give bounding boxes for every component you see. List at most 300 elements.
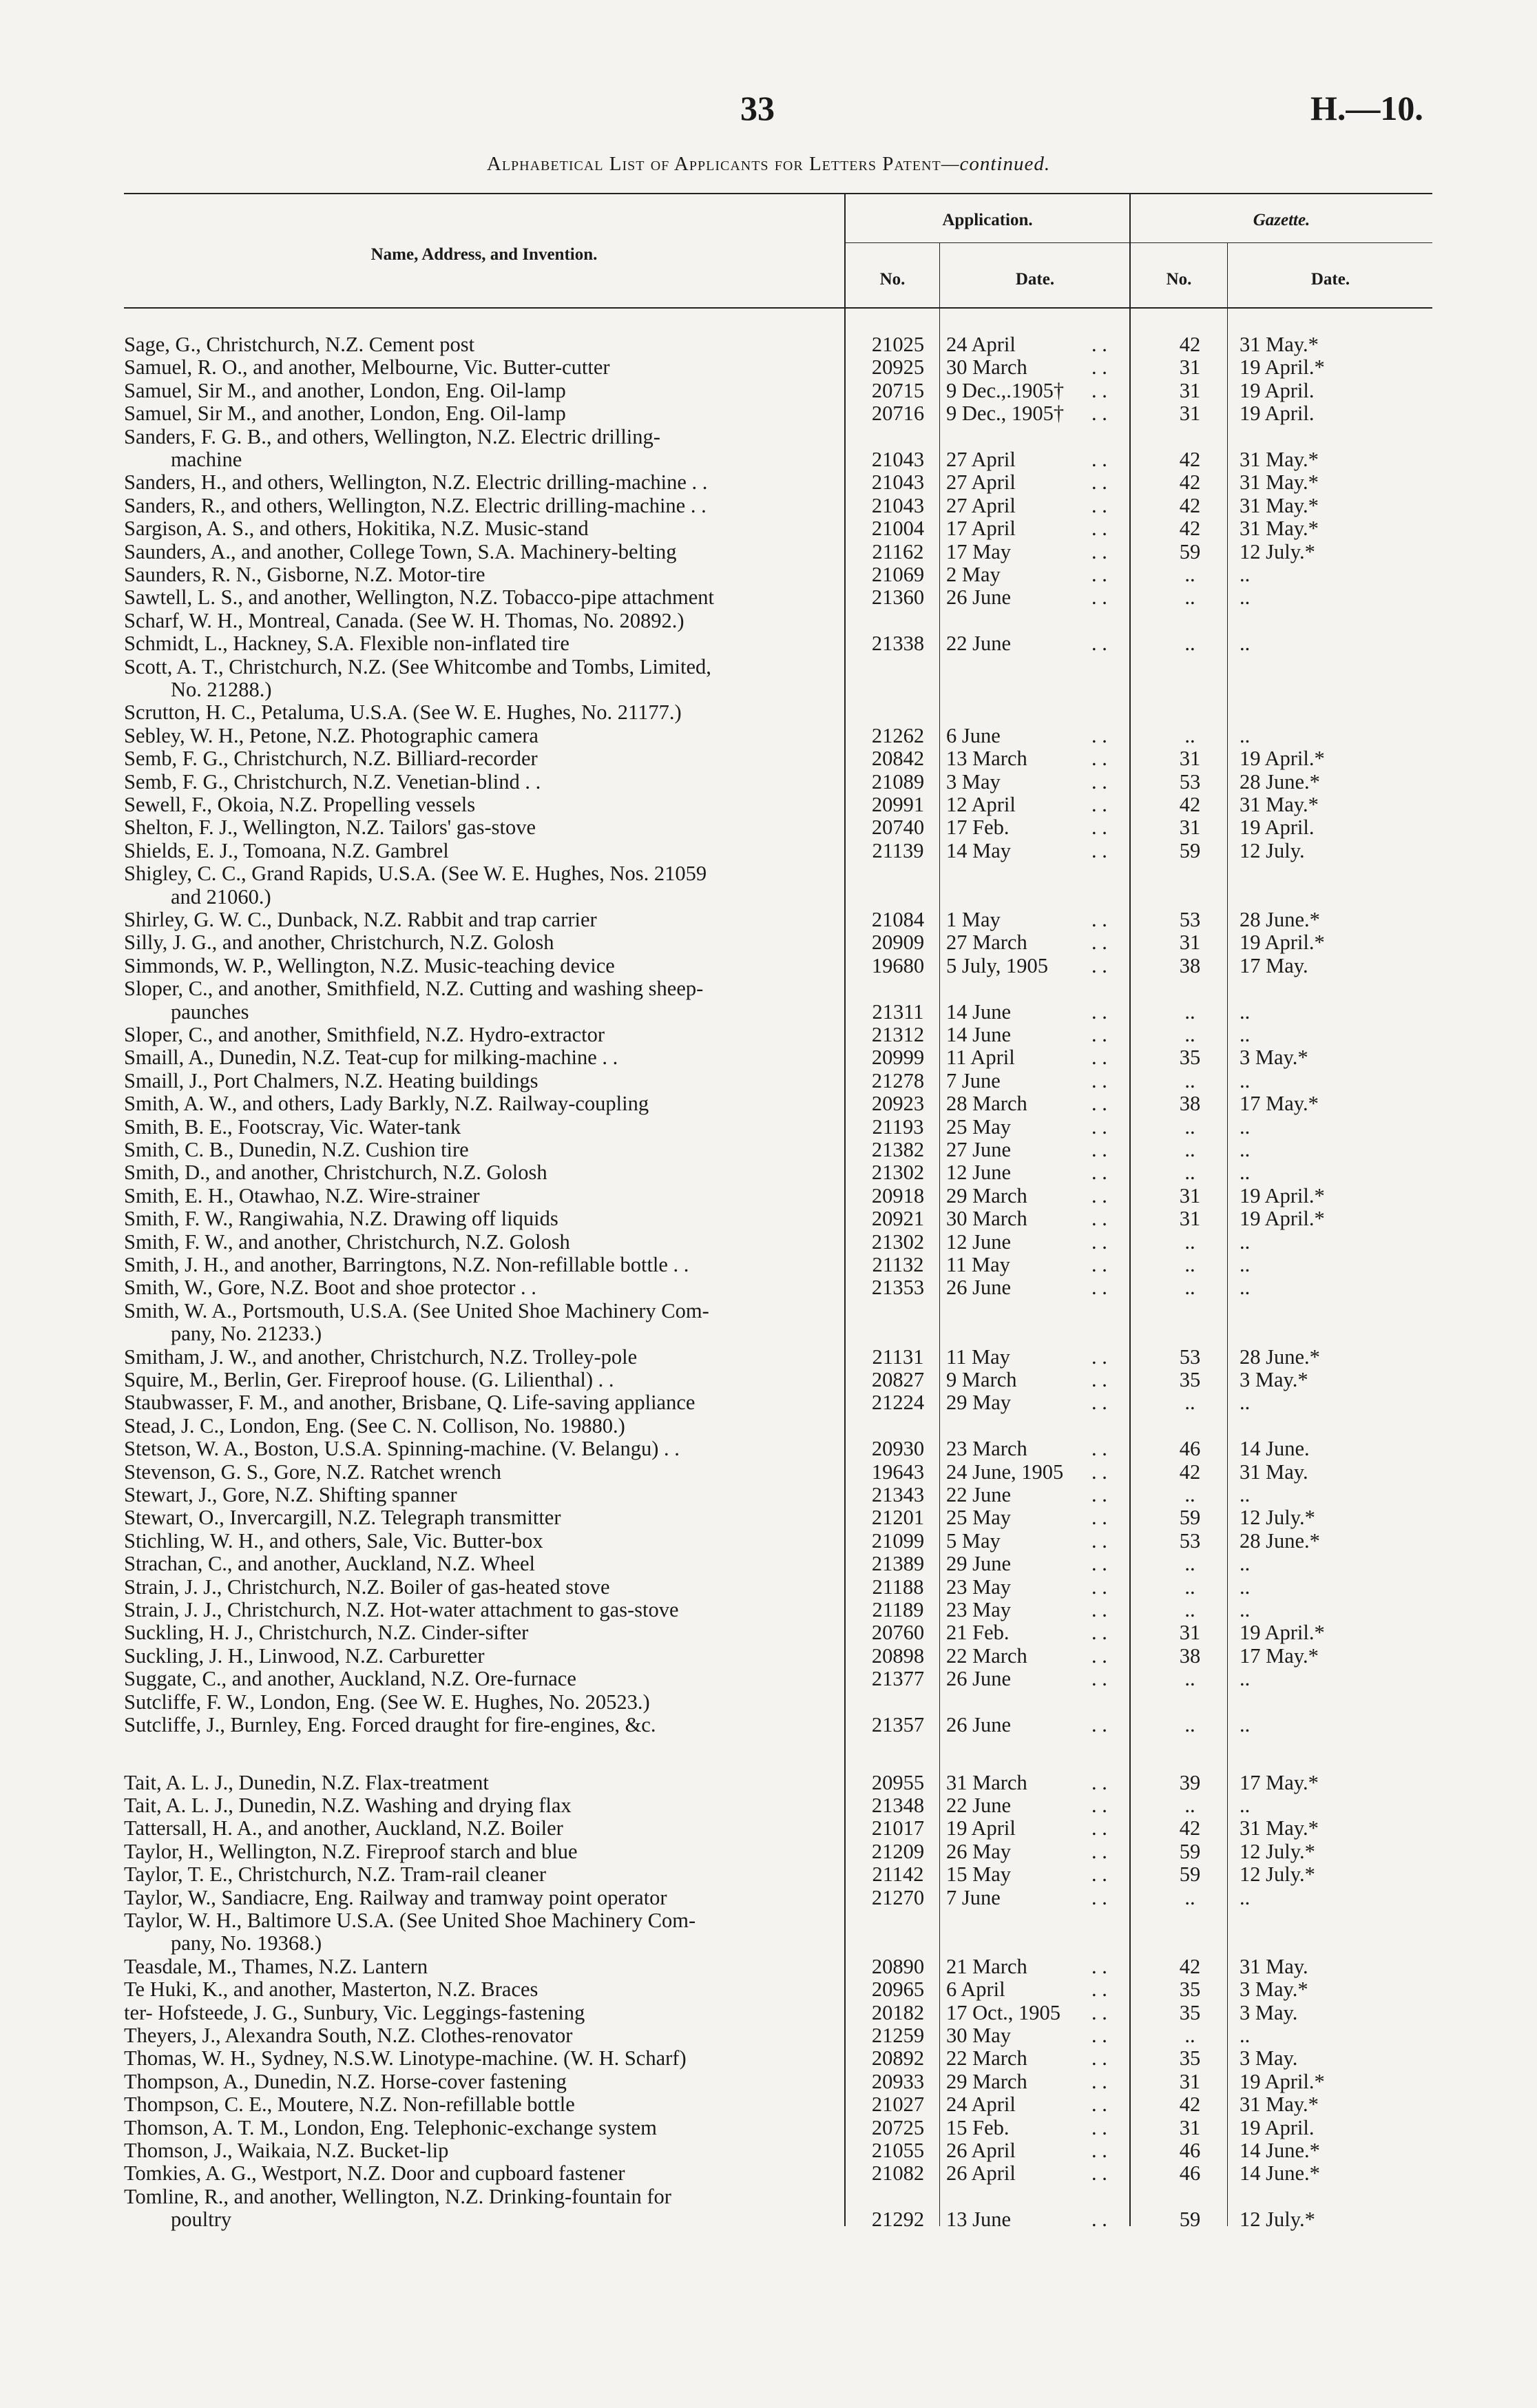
- application-date: 17 May: [946, 539, 1012, 563]
- application-number: 21377: [871, 1667, 925, 1691]
- gazette-date: ..: [1240, 632, 1251, 656]
- gazette-number: 35: [1179, 2046, 1201, 2070]
- application-date: 7 June: [946, 1068, 1001, 1092]
- application-date: 27 April: [946, 470, 1016, 495]
- applicant-name: Smith, C. B., Dunedin, N.Z. Cushion tire: [124, 1138, 469, 1161]
- applicant-name: Samuel, Sir M., and another, London, Eng. Oil-lamp: [124, 378, 566, 402]
- leader-dots: . .: [1091, 632, 1107, 656]
- application-date: 27 March: [946, 931, 1027, 955]
- list-title-suffix: —continued.: [941, 153, 1051, 175]
- application-number: 20182: [871, 2000, 925, 2024]
- applicant-name: Strachan, C., and another, Auckland, N.Z. Wheel: [124, 1552, 536, 1576]
- gazette-date: 28 June.*: [1240, 769, 1320, 793]
- gazette-number: ..: [1184, 1667, 1195, 1691]
- gazette-date: ..: [1240, 1114, 1251, 1139]
- leader-dots: . .: [1091, 1598, 1107, 1621]
- applicant-entry: [124, 356, 825, 379]
- applicant-entry: [124, 977, 825, 1024]
- leader-dots: . .: [1091, 1978, 1107, 2002]
- applicant-entry: [124, 1645, 825, 1668]
- application-number: 21027: [871, 2093, 925, 2117]
- leader-dots: . .: [1091, 769, 1107, 793]
- leader-dots: . .: [1091, 1023, 1107, 1046]
- leader-dots: . .: [1091, 1253, 1107, 1276]
- applicant-entry: [124, 1714, 825, 1736]
- gazette-date: 31 May.: [1240, 1954, 1308, 1978]
- gazette-number: ..: [1184, 1575, 1195, 1599]
- applicant-name: Smitham, J. W., and another, Christchurch, N.Z. Trolley-pole: [124, 1345, 638, 1369]
- application-date: 5 May: [946, 1528, 1001, 1553]
- applicant-name: Shirley, G. W. C., Dunback, N.Z. Rabbit and trap carrier: [124, 908, 597, 931]
- gazette-date: 12 July.*: [1240, 1839, 1315, 1863]
- application-date: 13 March: [946, 747, 1027, 771]
- leader-dots: . .: [1091, 1114, 1107, 1139]
- gazette-number: 31: [1179, 1621, 1201, 1645]
- applicant-entry: [124, 1484, 825, 1506]
- gazette-number: ..: [1184, 563, 1195, 586]
- gazette-number: 42: [1179, 2093, 1201, 2117]
- gazette-date: 14 June.*: [1240, 2138, 1320, 2162]
- gazette-date: 31 May.*: [1240, 793, 1319, 816]
- gazette-date: ..: [1240, 1161, 1251, 1185]
- applicant-name: Sanders, F. G. B., and others, Wellington, N.Z. Electric drilling-: [124, 424, 660, 448]
- applicant-name: Samuel, Sir M., and another, London, Eng. Oil-lamp: [124, 402, 566, 426]
- application-date: 9 Dec., 1905†: [946, 402, 1065, 426]
- gazette-number: 42: [1179, 470, 1201, 495]
- application-number: 21292: [871, 2208, 925, 2232]
- leader-dots: . .: [1091, 1460, 1107, 1484]
- applicant-entry: [124, 771, 825, 793]
- gazette-date: 31 May.*: [1240, 1816, 1319, 1840]
- leader-dots: . .: [1091, 563, 1107, 586]
- gazette-number: 42: [1179, 333, 1201, 356]
- gazette-date: 31 May.*: [1240, 517, 1319, 541]
- application-number: 21278: [871, 1068, 925, 1092]
- applicant-name: Smith, W., Gore, N.Z. Boot and shoe protector . .: [124, 1276, 536, 1300]
- leader-dots: . .: [1091, 1229, 1107, 1254]
- applicant-name: Scott, A. T., Christchurch, N.Z. (See Whitcombe and Tombs, Limited,: [124, 654, 711, 678]
- applicant-entry: [124, 1863, 825, 1886]
- application-number: 21353: [871, 1276, 925, 1300]
- leader-dots: . .: [1091, 2115, 1107, 2139]
- application-number: 20925: [871, 355, 925, 380]
- applicant-name: Semb, F. G., Christchurch, N.Z. Billiard-recorder: [124, 747, 538, 771]
- gazette-number: ..: [1184, 1276, 1195, 1300]
- application-number: 21389: [871, 1552, 925, 1576]
- application-date: 30 March: [946, 1207, 1027, 1231]
- applicant-name: Taylor, H., Wellington, N.Z. Fireproof starch and blue: [124, 1839, 578, 1863]
- application-date: 30 March: [946, 355, 1027, 380]
- gazette-date: ..: [1240, 1667, 1251, 1691]
- applicant-name: Sawtell, L. S., and another, Wellington, N.Z. Tobacco-pipe attachment: [124, 585, 715, 610]
- application-number: 21382: [871, 1138, 925, 1161]
- applicant-entry: [124, 1207, 825, 1230]
- gazette-date: 12 July.: [1240, 838, 1305, 862]
- gazette-number: ..: [1184, 1138, 1195, 1161]
- gazette-number: 42: [1179, 1954, 1201, 1978]
- applicant-name: Thomson, J., Waikaia, N.Z. Bucket-lip: [124, 2138, 449, 2162]
- gazette-number: 59: [1179, 539, 1201, 563]
- leader-dots: . .: [1091, 1885, 1107, 1909]
- gazette-date: ..: [1240, 1885, 1251, 1909]
- leader-dots: . .: [1091, 470, 1107, 495]
- gazette-date: 19 April.*: [1240, 747, 1325, 771]
- applicant-entry: [124, 2002, 825, 2024]
- gazette-date: ..: [1240, 2023, 1251, 2047]
- gazette-date: 28 June.*: [1240, 1528, 1320, 1553]
- list-title-main: Alphabetical List of Applicants for Letters Patent: [486, 153, 941, 175]
- application-number: 21360: [871, 585, 925, 610]
- application-date: 9 Dec.,.1905†: [946, 378, 1065, 402]
- application-number: 21224: [871, 1391, 925, 1415]
- application-number: 21348: [871, 1793, 925, 1817]
- applicant-entry: [124, 656, 825, 702]
- applicant-name-continued: pany, No. 21233.): [171, 1322, 322, 1346]
- gazette-date: 19 April.: [1240, 402, 1315, 426]
- leader-dots: . .: [1091, 2046, 1107, 2070]
- gazette-date: 3 May.: [1240, 2000, 1298, 2024]
- application-date: 14 June: [946, 1023, 1012, 1046]
- leader-dots: . .: [1091, 2138, 1107, 2162]
- gazette-number: 46: [1179, 2138, 1201, 2162]
- applicant-name: Shigley, C. C., Grand Rapids, U.S.A. (See W. E. Hughes, Nos. 21059: [124, 862, 707, 886]
- gazette-date: ..: [1240, 1023, 1251, 1046]
- applicant-entry: [124, 495, 825, 517]
- applicant-name: Sebley, W. H., Petone, N.Z. Photographic camera: [124, 723, 539, 747]
- applicant-name-continued: pany, No. 19368.): [171, 1931, 322, 1955]
- application-number: 21302: [871, 1229, 925, 1254]
- application-date: 15 May: [946, 1862, 1012, 1887]
- applicant-entry: [124, 909, 825, 931]
- gazette-date: 12 July.*: [1240, 1862, 1315, 1887]
- applicant-entry: [124, 816, 825, 839]
- application-date: 26 June: [946, 1276, 1012, 1300]
- gazette-date: ..: [1240, 1552, 1251, 1576]
- applicant-entry: [124, 333, 825, 356]
- leader-dots: . .: [1091, 447, 1107, 471]
- gazette-date: ..: [1240, 1391, 1251, 1415]
- applicant-entry: [124, 1185, 825, 1207]
- leader-dots: . .: [1091, 355, 1107, 380]
- header-name: Name, Address, and Invention.: [370, 245, 598, 264]
- leader-dots: . .: [1091, 1276, 1107, 1300]
- leader-dots: . .: [1091, 1183, 1107, 1207]
- applicant-entry: [124, 1046, 825, 1069]
- gazette-date: 12 July.*: [1240, 539, 1315, 563]
- gazette-date: 19 April.*: [1240, 1183, 1325, 1207]
- application-number: 20715: [871, 378, 925, 402]
- application-date: 22 March: [946, 2046, 1027, 2070]
- application-date: 25 May: [946, 1506, 1012, 1530]
- applicant-entry: [124, 1369, 825, 1391]
- divider-gaz-no: [1227, 243, 1228, 2226]
- application-number: 20827: [871, 1368, 925, 1391]
- application-number: 20760: [871, 1621, 925, 1645]
- application-number: 21162: [872, 539, 924, 563]
- application-number: 20930: [871, 1437, 925, 1461]
- gazette-number: 46: [1179, 1437, 1201, 1461]
- applicant-name: Strain, J. J., Christchurch, N.Z. Boiler of gas-heated stove: [124, 1575, 610, 1599]
- applicant-entry: [124, 1691, 825, 1714]
- gazette-number: 31: [1179, 1207, 1201, 1231]
- leader-dots: . .: [1091, 585, 1107, 610]
- gazette-number: ..: [1184, 2023, 1195, 2047]
- application-number: 21043: [871, 470, 925, 495]
- gazette-date: 28 June.*: [1240, 1345, 1320, 1369]
- applicant-name: Tomline, R., and another, Wellington, N.Z. Drinking-fountain for: [124, 2184, 671, 2208]
- application-number: 19680: [871, 953, 925, 977]
- gazette-date: 19 April.*: [1240, 2069, 1325, 2093]
- applicant-name: Smaill, J., Port Chalmers, N.Z. Heating buildings: [124, 1068, 539, 1092]
- leader-dots: . .: [1091, 1391, 1107, 1415]
- gazette-date: 19 April.: [1240, 816, 1315, 840]
- leader-dots: . .: [1091, 1816, 1107, 1840]
- leader-dots: . .: [1091, 793, 1107, 816]
- applicant-entry: [124, 1346, 825, 1369]
- applicant-name: Tattersall, H. A., and another, Auckland, N.Z. Boiler: [124, 1816, 563, 1840]
- leader-dots: . .: [1091, 1552, 1107, 1576]
- application-date: 24 April: [946, 333, 1016, 356]
- applicant-entry: [124, 2117, 825, 2139]
- application-date: 2 May: [946, 563, 1001, 586]
- applicant-entry: [124, 1530, 825, 1553]
- applicant-entry: [124, 380, 825, 402]
- gazette-date: ..: [1240, 1276, 1251, 1300]
- gazette-number: 59: [1179, 838, 1201, 862]
- applicant-entry: [124, 1254, 825, 1276]
- applicant-name: Sewell, F., Okoia, N.Z. Propelling vessels: [124, 793, 476, 816]
- applicant-entry: [124, 563, 825, 586]
- applicant-name-continued: poultry: [171, 2208, 232, 2232]
- application-date: 21 Feb.: [946, 1621, 1010, 1645]
- list-title: [0, 153, 1537, 176]
- leader-dots: . .: [1091, 2093, 1107, 2117]
- leader-dots: . .: [1091, 1161, 1107, 1185]
- leader-dots: . .: [1091, 1437, 1107, 1461]
- applicant-name: Taylor, W., Sandiacre, Eng. Railway and tramway point operator: [124, 1885, 667, 1909]
- applicant-entry: [124, 1817, 825, 1840]
- application-date: 14 June: [946, 999, 1012, 1024]
- applicant-entry: [124, 1391, 825, 1414]
- gazette-number: 42: [1179, 517, 1201, 541]
- application-number: 21017: [871, 1816, 925, 1840]
- applicant-entry: [124, 1231, 825, 1254]
- leader-dots: . .: [1091, 1862, 1107, 1887]
- gazette-number: 53: [1179, 769, 1201, 793]
- gazette-date: 19 April.: [1240, 378, 1315, 402]
- applicant-name: Sloper, C., and another, Smithfield, N.Z. Hydro-extractor: [124, 1023, 605, 1046]
- application-date: 26 June: [946, 1667, 1012, 1691]
- application-date: 29 March: [946, 2069, 1027, 2093]
- gazette-date: ..: [1240, 1793, 1251, 1817]
- gazette-number: ..: [1184, 1793, 1195, 1817]
- applicant-name-continued: and 21060.): [171, 884, 271, 909]
- applicant-entry: [124, 1772, 825, 1794]
- applicant-name: Te Huki, K., and another, Masterton, N.Z. Braces: [124, 1978, 539, 2002]
- gazette-number: ..: [1184, 1713, 1195, 1736]
- application-number: 21311: [872, 999, 924, 1024]
- leader-dots: . .: [1091, 1793, 1107, 1817]
- application-date: 1 May: [946, 908, 1001, 931]
- application-date: 12 April: [946, 793, 1016, 816]
- applicant-name: Smith, A. W., and others, Lady Barkly, N.Z. Railway-coupling: [124, 1092, 649, 1116]
- application-date: 26 June: [946, 1713, 1012, 1736]
- applicant-entry: [124, 586, 825, 609]
- leader-dots: . .: [1091, 1068, 1107, 1092]
- applicant-name: Simmonds, W. P., Wellington, N.Z. Music-teaching device: [124, 953, 615, 977]
- applicant-name: Smith, F. W., and another, Christchurch, N.Z. Golosh: [124, 1229, 570, 1254]
- gazette-number: ..: [1184, 585, 1195, 610]
- application-date: 29 May: [946, 1391, 1012, 1415]
- application-number: 21084: [871, 908, 925, 931]
- application-date: 28 March: [946, 1092, 1027, 1116]
- gazette-date: 12 July.*: [1240, 2208, 1315, 2232]
- gazette-number: 59: [1179, 1862, 1201, 1887]
- applicant-name: Sanders, R., and others, Wellington, N.Z. Electric drilling-machine . .: [124, 493, 707, 517]
- application-date: 21 March: [946, 1954, 1027, 1978]
- gazette-number: ..: [1184, 999, 1195, 1024]
- gazette-date: ..: [1240, 1138, 1251, 1161]
- applicant-name: Scharf, W. H., Montreal, Canada. (See W. H. Thomas, No. 20892.): [124, 608, 684, 632]
- leader-dots: . .: [1091, 999, 1107, 1024]
- applicant-name: Saunders, R. N., Gisborne, N.Z. Motor-tire: [124, 563, 485, 586]
- applicant-entry: [124, 840, 825, 862]
- application-date: 24 June, 1905: [946, 1460, 1064, 1484]
- leader-dots: . .: [1091, 816, 1107, 840]
- applicant-entry: [124, 862, 825, 909]
- applicant-entry: [124, 1092, 825, 1115]
- application-date: 5 July, 1905: [946, 953, 1048, 977]
- application-date: 15 Feb.: [946, 2115, 1010, 2139]
- gazette-number: 31: [1179, 402, 1201, 426]
- applicant-name: Thompson, C. E., Moutere, N.Z. Non-refillable bottle: [124, 2093, 575, 2117]
- application-date: 6 June: [946, 723, 1001, 747]
- applicant-name: Sutcliffe, F. W., London, Eng. (See W. E. Hughes, No. 20523.): [124, 1690, 650, 1714]
- applicant-name: Suggate, C., and another, Auckland, N.Z. Ore-furnace: [124, 1667, 576, 1691]
- gazette-date: 3 May.*: [1240, 1978, 1308, 2002]
- application-number: 21209: [871, 1839, 925, 1863]
- gazette-number: ..: [1184, 1552, 1195, 1576]
- application-number: 21142: [872, 1862, 924, 1887]
- applicant-name: Stevenson, G. S., Gore, N.Z. Ratchet wrench: [124, 1460, 502, 1484]
- applicant-entry: [124, 2047, 825, 2070]
- applicant-name: Tait, A. L. J., Dunedin, N.Z. Washing and drying flax: [124, 1793, 572, 1817]
- gazette-date: ..: [1240, 1575, 1251, 1599]
- applicant-name: Smaill, A., Dunedin, N.Z. Teat-cup for milking-machine . .: [124, 1046, 618, 1070]
- applicant-name: Smith, F. W., Rangiwahia, N.Z. Drawing off liquids: [124, 1207, 558, 1231]
- application-number: 21270: [871, 1885, 925, 1909]
- applicant-entry: [124, 1070, 825, 1092]
- applicant-name: Smith, W. A., Portsmouth, U.S.A. (See United Shoe Machinery Com-: [124, 1298, 709, 1322]
- gazette-number: 31: [1179, 931, 1201, 955]
- gazette-number: 42: [1179, 1816, 1201, 1840]
- applicant-name: Schmidt, L., Hackney, S.A. Flexible non-inflated tire: [124, 632, 569, 656]
- gazette-number: 38: [1179, 953, 1201, 977]
- leader-dots: . .: [1091, 517, 1107, 541]
- leader-dots: . .: [1091, 953, 1107, 977]
- application-date: 27 April: [946, 447, 1016, 471]
- gazette-number: 53: [1179, 1528, 1201, 1553]
- leader-dots: . .: [1091, 1483, 1107, 1506]
- gazette-number: 35: [1179, 1046, 1201, 1070]
- applicant-name: Sanders, H., and others, Wellington, N.Z. Electric drilling-machine . .: [124, 470, 708, 495]
- leader-dots: . .: [1091, 2069, 1107, 2093]
- applicant-entry: [124, 2070, 825, 2093]
- leader-dots: . .: [1091, 1621, 1107, 1645]
- applicant-name: Smith, D., and another, Christchurch, N.Z. Golosh: [124, 1161, 547, 1185]
- applicant-name: Stewart, J., Gore, N.Z. Shifting spanner: [124, 1483, 457, 1506]
- application-number: 21357: [871, 1713, 925, 1736]
- page-reference: H.—10.: [1310, 89, 1423, 127]
- header-gazette-text: Gazette.: [1253, 211, 1310, 229]
- gazette-date: ..: [1240, 1253, 1251, 1276]
- leader-dots: . .: [1091, 1368, 1107, 1391]
- table-top-rule: [124, 193, 1432, 194]
- applicant-name: Theyers, J., Alexandra South, N.Z. Clothes-renovator: [124, 2023, 573, 2047]
- gazette-number: 31: [1179, 2115, 1201, 2139]
- leader-dots: . .: [1091, 402, 1107, 426]
- application-date: 27 April: [946, 493, 1016, 517]
- gazette-number: ..: [1184, 1253, 1195, 1276]
- divider-application: [1129, 194, 1131, 2226]
- gazette-number: ..: [1184, 1229, 1195, 1254]
- application-number: 21082: [871, 2161, 925, 2186]
- applicant-entry: [124, 1300, 825, 1346]
- gazette-number: 42: [1179, 493, 1201, 517]
- applicant-name: Shields, E. J., Tomoana, N.Z. Gambrel: [124, 838, 449, 862]
- gazette-date: ..: [1240, 723, 1251, 747]
- gazette-number: ..: [1184, 1598, 1195, 1621]
- applicant-name: Thompson, A., Dunedin, N.Z. Horse-cover fastening: [124, 2069, 567, 2093]
- gazette-number: 53: [1179, 1345, 1201, 1369]
- applicant-name: Thomas, W. H., Sydney, N.S.W. Linotype-machine. (W. H. Scharf): [124, 2046, 687, 2070]
- application-date: 3 May: [946, 769, 1001, 793]
- gazette-date: 14 June.*: [1240, 2161, 1320, 2186]
- leader-dots: . .: [1091, 1954, 1107, 1978]
- application-number: 20999: [871, 1046, 925, 1070]
- applicant-entry: [124, 1553, 825, 1575]
- application-date: 23 March: [946, 1437, 1027, 1461]
- application-date: 26 April: [946, 2138, 1016, 2162]
- gazette-date: 19 April.*: [1240, 355, 1325, 380]
- applicant-entry: [124, 793, 825, 816]
- applicant-entry: [124, 541, 825, 563]
- application-date: 29 June: [946, 1552, 1012, 1576]
- application-number: 21139: [872, 838, 924, 862]
- gazette-date: ..: [1240, 1068, 1251, 1092]
- application-number: 20740: [871, 816, 925, 840]
- applicant-name: Stewart, O., Invercargill, N.Z. Telegraph transmitter: [124, 1506, 561, 1530]
- gazette-number: 31: [1179, 816, 1201, 840]
- gazette-number: ..: [1184, 1885, 1195, 1909]
- applicant-entry: [124, 610, 825, 632]
- applicant-name: Stetson, W. A., Boston, U.S.A. Spinning-machine. (V. Belangu) . .: [124, 1437, 680, 1461]
- gazette-date: 17 May.*: [1240, 1770, 1319, 1794]
- application-date: 22 June: [946, 632, 1012, 656]
- application-number: 20725: [871, 2115, 925, 2139]
- gazette-date: 14 June.: [1240, 1437, 1310, 1461]
- gazette-number: 31: [1179, 2069, 1201, 2093]
- gazette-number: 42: [1179, 447, 1201, 471]
- gazette-date: 31 May.*: [1240, 470, 1319, 495]
- gazette-date: 28 June.*: [1240, 908, 1320, 931]
- gazette-number: 35: [1179, 2000, 1201, 2024]
- gazette-date: ..: [1240, 563, 1251, 586]
- leader-dots: . .: [1091, 1046, 1107, 1070]
- leader-dots: . .: [1091, 723, 1107, 747]
- gazette-number: ..: [1184, 723, 1195, 747]
- gazette-number: 31: [1179, 378, 1201, 402]
